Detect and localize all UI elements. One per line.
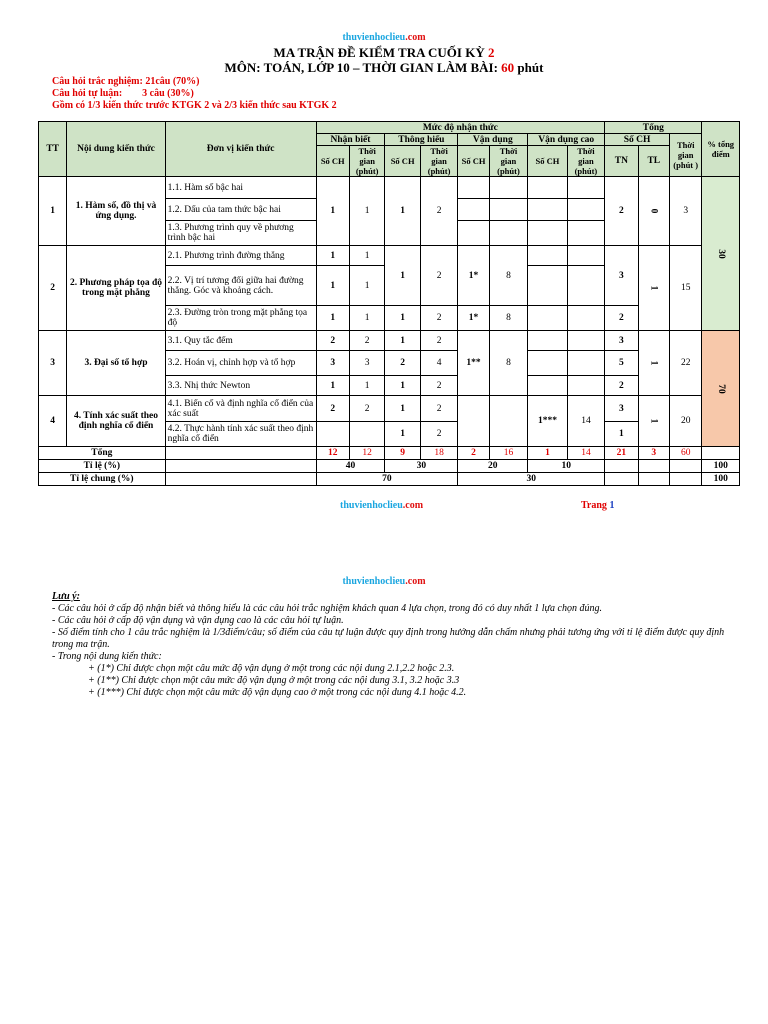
page-title: MA TRẬN ĐỀ KIỂM TRA CUỐI KỲ 2 [273,45,495,60]
col-vdc-tg: Thời gian (phút) [567,146,604,177]
note-line: - Số điểm tính cho 1 câu trắc nghiệm là 1/3điểm/câu; số điểm của câu tự luận được quy định trong hướng dẫn chấm nhưng phải tương ứng với tỉ lệ điểm được quy định trong ma trận. [52,627,725,650]
table-row: 1.3. Phương trình quy về phương trình bậc hai [39,221,740,246]
col-muc-do: Mức độ nhận thức [316,122,605,134]
info-line-scope: Gồm có 1/3 kiến thức trước KTGK 2 và 2/3 kiến thức sau KTGK 2 [52,100,337,111]
footer-site: thuvienhoclieu.com [340,500,424,511]
site-watermark-top: thuvienhoclieu.com [342,32,426,43]
info-line-essay: Câu hỏi tự luận: 3 câu (30%) [52,88,194,99]
table-row: 2.3. Đường tròn trong mặt phẳng tọa độ 1 1 1 2 1* 8 2 [39,306,740,331]
table-row: 3.3. Nhị thức Newton 1 1 1 2 2 [39,376,740,396]
table-row: 3.2. Hoán vị, chỉnh hợp và tổ hợp 3 3 2 4 5 [39,351,740,376]
header-row-1 [39,122,740,134]
page-subtitle: MÔN: TOÁN, LỚP 10 – THỜI GIAN LÀM BÀI: 60 phút [224,60,544,75]
col-th-tg: Thời gian (phút) [420,146,457,177]
col-nb-tg: Thời gian (phút) [349,146,384,177]
col-nb-soch: Số CH [316,146,349,177]
notes-heading: Lưu ý: [52,591,80,602]
col-nhan-biet: Nhận biết [316,134,385,146]
col-tn: TN [605,146,638,177]
col-thong-hieu: Thông hiểu [385,134,458,146]
col-vd-tg: Thời gian (phút) [489,146,527,177]
table-row: 3 3. Đại số tổ hợp 3.1. Quy tắc đếm 2 2 1 2 1** 8 3 1 22 70 [39,331,740,351]
col-vdc-soch: Số CH [528,146,568,177]
pct-30: 30 [715,248,726,259]
col-van-dung-cao: Vận dụng cao [528,134,605,146]
table-row: 1 1. Hàm số, đồ thị và ứng dụng. 1.1. Hàm số bậc hai 1 1 1 2 2 0 3 30 [39,177,740,199]
table-row: 2 2. Phương pháp tọa độ trong mặt phẳng 2.1. Phương trình đường thẳng 1 1 1 2 1* 8 3 1 15 [39,246,740,266]
note-line: - Các câu hỏi ở cấp độ vận dụng và vận dụng cao là các câu hỏi tự luận. [52,615,344,626]
matrix-table [38,121,740,486]
info-line-mc: Câu hỏi trắc nghiệm: 21câu (70%) [52,76,200,87]
col-noi-dung: Nội dung kiến thức [67,122,165,177]
table-row: 4.2. Thực hành tính xác suất theo định nghĩa cổ điển 1 2 1 [39,422,740,447]
total-row: Tổng 12 12 9 18 2 16 1 14 21 3 60 [39,447,740,460]
col-th-soch: Số CH [385,146,420,177]
table-row: 4 4. Tính xác suất theo định nghĩa cổ điển 4.1. Biến cố và định nghĩa cổ điển của xác suất 2 2 1 2 1*** 14 3 1 20 [39,396,740,422]
col-so-ch-group: Số CH [605,134,670,146]
ratio-row: Tỉ lệ (%) 40 30 20 10 100 [39,460,740,473]
table-row: 2.2. Vị trí tương đối giữa hai đường thẳng. Góc và khoảng cách. 1 1 [39,266,740,306]
site-watermark-page2: thuvienhoclieu.com [342,576,426,587]
note-line: + (1*) Chỉ được chọn một câu mức độ vận dụng ở một trong các nội dung 2.1,2.2 hoặc 2.3. [88,663,455,674]
col-tt: TT [39,122,67,177]
col-tong: Tổng [605,122,702,134]
col-don-vi: Đơn vị kiến thức [165,122,316,177]
col-pct: % tổng điểm [702,122,740,177]
note-line: + (1***) Chỉ được chọn một câu mức độ vận dụng cao ở một trong các nội dung 4.1 hoặc 4.2. [88,687,467,698]
note-line: - Trong nội dung kiến thức: [52,651,162,662]
col-tl: TL [638,146,669,177]
col-vd-soch: Số CH [458,146,489,177]
pct-70: 70 [715,383,726,394]
col-van-dung: Vận dụng [458,134,528,146]
note-line: + (1**) Chỉ được chọn một câu mức độ vận dụng ở một trong các nội dung 3.1, 3.2 hoặc 3.3 [88,675,460,686]
page-number: Trang 1 [581,500,615,511]
col-thoi-gian-tong: Thời gian (phút ) [670,134,702,177]
ratio-general-row: Tỉ lệ chung (%) 70 30 100 [39,473,740,486]
exam-info [52,76,337,112]
notes [52,591,732,699]
note-line: - Các câu hỏi ở cấp độ nhận biết và thông hiểu là các câu hỏi trắc nghiệm khách quan 4 lựa chọn, trong đó có duy nhất 1 lựa chọn đúng. [52,603,602,614]
table-row: 1.2. Dấu của tam thức bậc hai [39,199,740,221]
